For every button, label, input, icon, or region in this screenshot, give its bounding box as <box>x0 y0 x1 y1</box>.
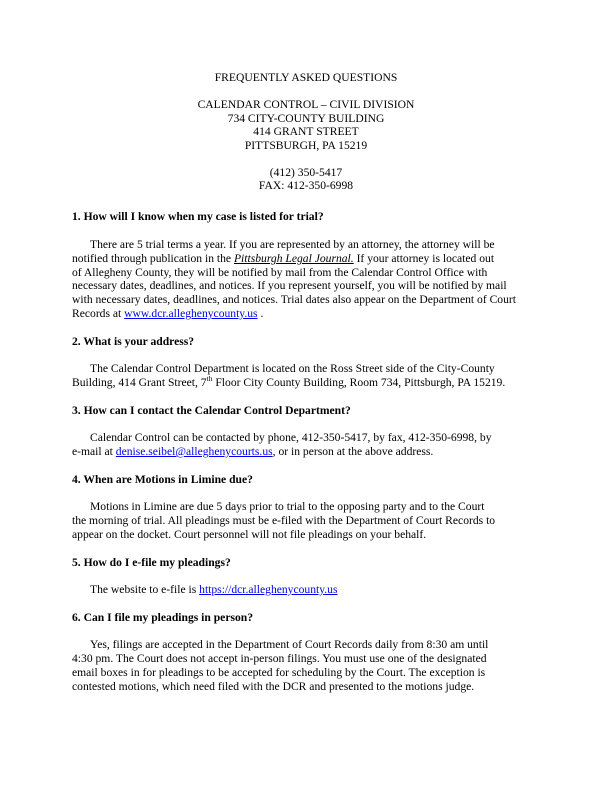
question-3: 3. How can I contact the Calendar Control Department? <box>72 404 351 417</box>
pittsburgh-legal-journal: Pittsburgh Legal Journal. <box>233 252 354 265</box>
answer-2-line-2: Building, 414 Grant Street, 7th Floor City County Building, Room 734, Pittsburgh, PA 15219. <box>72 374 506 389</box>
building-room: 734 CITY-COUNTY BUILDING <box>227 111 385 125</box>
answer-6-line-3: email boxes in for pleadings to be accepted for scheduling by the Court. The exception is <box>72 666 486 679</box>
question-6: 6. Can I file my pleadings in person? <box>72 611 254 624</box>
answer-4-line-1: Motions in Limine are due 5 days prior to trial to the opposing party and to the Court <box>90 500 485 513</box>
question-1: 1. How will I know when my case is listed for trial? <box>72 210 324 223</box>
answer-1-line-3: of Allegheny County, they will be notified by mail from the Calendar Control Office with <box>72 266 488 279</box>
question-5: 5. How do I e-file my pleadings? <box>72 556 231 569</box>
city-state-zip: PITTSBURGH, PA 15219 <box>244 138 368 152</box>
answer-2-line-1: The Calendar Control Department is located on the Ross Street side of the City-County <box>90 362 495 375</box>
answer-4-line-3: appear on the docket. Court personnel will not file pleadings on your behalf. <box>72 528 427 541</box>
email-link[interactable]: denise.seibel@alleghenycourts.us <box>115 445 273 458</box>
question-2: 2. What is your address? <box>72 335 195 348</box>
efile-website-link[interactable]: https://dcr.alleghenycounty.us <box>199 583 338 596</box>
question-4: 4. When are Motions in Limine due? <box>72 473 253 486</box>
answer-1-line-2: notified through publication in the Pittsburgh Legal Journal. If your attorney is located out <box>72 252 495 265</box>
answer-6-line-4: contested motions, which need filed with the DCR and presented to the motions judge. <box>72 680 475 693</box>
answer-3-line-1: Calendar Control can be contacted by phone, 412-350-5417, by fax, 412-350-6998, by <box>90 431 492 444</box>
answer-1-line-4: necessary dates, deadlines, and notices. If you represent yourself, you will be notified by mail <box>72 279 507 292</box>
answer-4-line-2: the morning of trial. All pleadings must be e-filed with the Department of Court Records to <box>72 514 496 527</box>
document-header <box>0 71 612 193</box>
answer-6-line-2: 4:30 pm. The Court does not accept in-person filings. You must use one of the designated <box>72 652 487 665</box>
answer-6-line-1: Yes, filings are accepted in the Department of Court Records daily from 8:30 am until <box>90 638 489 651</box>
department-name: CALENDAR CONTROL – CIVIL DIVISION <box>197 98 415 111</box>
phone-number: (412) 350-5417 <box>269 165 343 179</box>
answer-1-line-6: Records at www.dcr.alleghenycounty.us . <box>72 307 264 320</box>
dcr-website-link[interactable]: www.dcr.alleghenycounty.us <box>124 307 258 320</box>
answer-1-line-5: with necessary dates, deadlines, and notices. Trial dates also appear on the Department of Court <box>72 293 516 306</box>
street-address: 414 GRANT STREET <box>253 125 359 138</box>
answer-1-line-1: There are 5 trial terms a year. If you are represented by an attorney, the attorney will be <box>90 238 495 251</box>
fax-number: FAX: 412-350-6998 <box>258 179 354 192</box>
answer-3-line-2: e-mail at denise.seibel@alleghenycourts.us, or in person at the above address. <box>72 445 434 458</box>
document-title: FREQUENTLY ASKED QUESTIONS <box>214 71 398 84</box>
answer-5-line-1: The website to e-file is https://dcr.alleghenycounty.us <box>90 583 338 596</box>
